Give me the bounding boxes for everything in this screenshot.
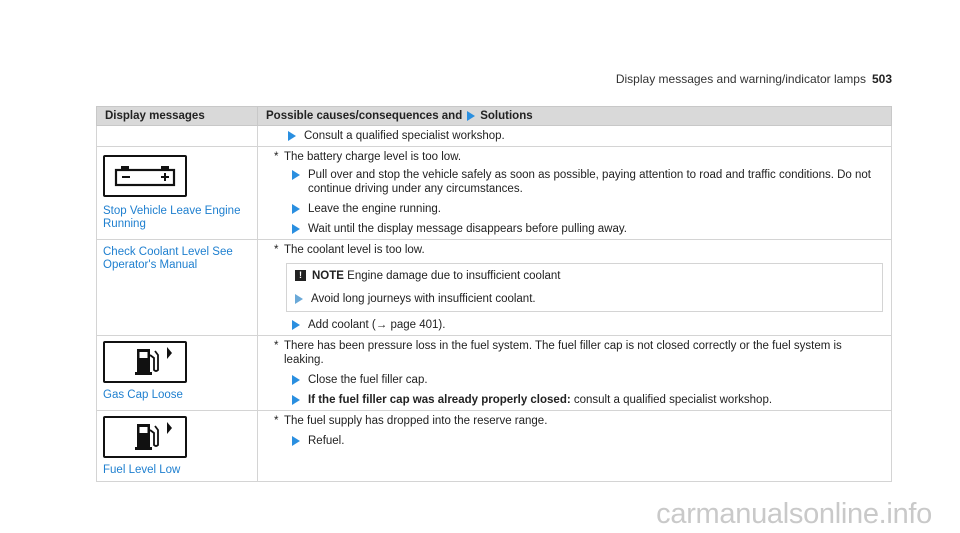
table-row — [97, 126, 892, 147]
message-cell — [97, 336, 258, 411]
solution-step-text: Add coolant (→ page 401). — [308, 319, 446, 331]
display-message-text: Fuel Level Low — [103, 464, 181, 476]
display-message-text: Stop Vehicle Leave Engine Running — [103, 205, 241, 230]
page-number: 503 — [871, 72, 892, 86]
solution-step-text: Refuel. — [308, 435, 345, 447]
display-message-text: Gas Cap Loose — [103, 389, 183, 401]
message-cell — [97, 240, 258, 336]
cause-text: * There has been pressure loss in the fuel system. The fuel filler cap is not closed correctly or the fuel system is leaking. — [274, 340, 842, 366]
note-label: NOTE — [312, 270, 344, 282]
note-title: Engine damage due to insufficient coolant — [347, 270, 561, 282]
solution-step-text: Pull over and stop the vehicle safely as soon as possible, paying attention to road and traffic conditions. Do not continue driving under any circumstances. — [308, 169, 871, 195]
header-causes-solutions — [258, 107, 892, 126]
note-box — [286, 263, 883, 312]
solution-arrow-icon — [292, 395, 300, 405]
table-row — [97, 240, 892, 336]
cause-text: * The battery charge level is too low. — [274, 151, 462, 163]
solution-arrow-icon — [467, 111, 475, 121]
solution-step — [274, 373, 883, 387]
solution-step-text: If the fuel filler cap was already properly closed: consult a qualified specialist workshop. — [308, 394, 773, 406]
display-message-text: Check Coolant Level See Operator's Manual — [103, 246, 233, 271]
solution-step — [274, 318, 883, 332]
header-solutions: Solutions — [480, 110, 533, 122]
solution-step — [274, 202, 883, 216]
solution-step-text: Leave the engine running. — [308, 203, 441, 215]
note-step-text: Avoid long journeys with insufficient coolant. — [311, 293, 536, 305]
solution-step — [274, 393, 883, 407]
note-heading — [295, 269, 872, 283]
solution-arrow-icon — [292, 170, 300, 180]
solution-step-text: Wait until the display message disappears before pulling away. — [308, 223, 627, 235]
fuel-pump-icon — [103, 341, 187, 383]
solution-arrow-icon — [292, 224, 300, 234]
solution-arrow-icon — [295, 294, 303, 304]
solution-arrow-icon — [292, 320, 300, 330]
solution-step — [274, 434, 883, 448]
table-header-row — [97, 107, 892, 126]
table-row — [97, 336, 892, 411]
empty-cell — [97, 126, 258, 147]
watermark: carmanualsonline.info — [656, 498, 932, 530]
solution-step — [274, 129, 883, 143]
solutions-cell — [258, 126, 892, 147]
message-cell — [97, 411, 258, 482]
causes-cell — [258, 336, 892, 411]
display-messages-table — [96, 106, 892, 482]
warning-icon: ! — [295, 270, 306, 281]
solution-step — [274, 168, 883, 196]
running-head — [560, 72, 892, 86]
solution-arrow-icon — [288, 131, 296, 141]
table-row — [97, 411, 892, 482]
running-head-title: Display messages and warning/indicator lamps — [615, 72, 866, 86]
causes-cell — [258, 240, 892, 336]
message-cell — [97, 147, 258, 240]
table-row — [97, 147, 892, 240]
solution-step-text: Close the fuel filler cap. — [308, 374, 428, 386]
note-step — [295, 292, 872, 306]
solution-arrow-icon — [292, 436, 300, 446]
cause-text: * The fuel supply has dropped into the reserve range. — [274, 415, 548, 427]
fuel-pump-icon — [103, 416, 187, 458]
solution-arrow-icon — [292, 204, 300, 214]
solution-arrow-icon — [292, 375, 300, 385]
causes-cell — [258, 147, 892, 240]
cause-text: * The coolant level is too low. — [274, 244, 425, 256]
header-display-messages: Display messages — [97, 107, 258, 126]
header-causes: Possible causes/consequences and — [266, 110, 463, 122]
causes-cell — [258, 411, 892, 482]
solution-step — [274, 222, 883, 236]
battery-icon — [103, 155, 187, 197]
solution-step-text: Consult a qualified specialist workshop. — [304, 130, 505, 142]
